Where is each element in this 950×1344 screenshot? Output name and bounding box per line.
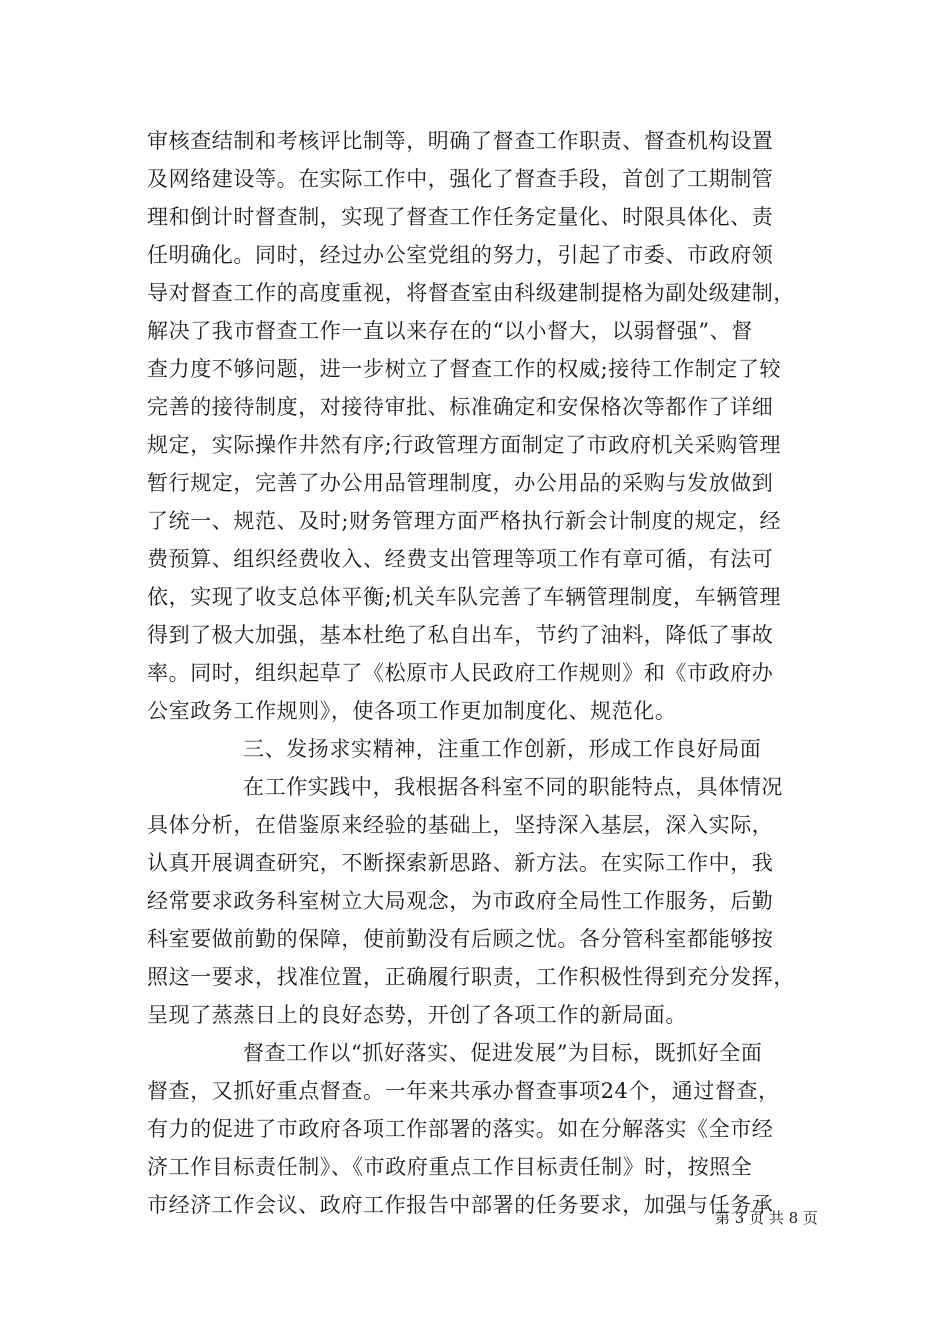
paragraph-line: 费预算、组织经费收入、经费支出管理等项工作有章可循，有法可	[147, 547, 774, 571]
paragraph-line: 得到了极大加强，基本杜绝了私自出车，节约了油料，降低了事故	[147, 623, 774, 647]
paragraph-line: 导对督查工作的高度重视，将督查室由科级建制提格为副处级建制，	[147, 281, 795, 305]
paragraph-line: 市经济工作会议、政府工作报告中部署的任务要求，加强与任务承	[147, 1193, 774, 1217]
paragraph-line: 率。同时，组织起草了《松原市人民政府工作规则》和《市政府办	[147, 661, 774, 685]
paragraph-line: 理和倒计时督查制，实现了督查工作任务定量化、时限具体化、责	[147, 205, 774, 229]
paragraph-line: 依，实现了收支总体平衡;机关车队完善了车辆管理制度，车辆管理	[147, 585, 782, 609]
paragraph-line: 照这一要求，找准位置，正确履行职责，工作积极性得到充分发挥，	[147, 965, 795, 989]
paragraph-line: 有力的促进了市政府各项工作部署的落实。如在分解落实《全市经	[147, 1117, 774, 1141]
paragraph-line: 具体分析，在借鉴原来经验的基础上，坚持深入基层，深入实际，	[147, 813, 774, 837]
paragraph-line: 规定，实际操作井然有序;行政管理方面制定了市政府机关采购管理	[147, 433, 782, 457]
paragraph-line: 及网络建设等。在实际工作中，强化了督查手段，首创了工期制管	[147, 167, 774, 191]
paragraph-line: 查力度不够问题，进一步树立了督查工作的权威;接待工作制定了较	[147, 357, 782, 381]
paragraph-line: 在工作实践中，我根据各科室不同的职能特点，具体情况	[243, 775, 783, 799]
paragraph-line: 任明确化。同时，经过办公室党组的努力，引起了市委、市政府领	[147, 243, 774, 267]
paragraph-line: 解决了我市督查工作一直以来存在的“以小督大，以弱督强”、督	[147, 319, 753, 343]
paragraph-line: 暂行规定，完善了办公用品管理制度，办公用品的采购与发放做到	[147, 471, 774, 495]
paragraph-line: 了统一、规范、及时;财务管理方面严格执行新会计制度的规定，经	[147, 509, 782, 533]
paragraph-line: 呈现了蒸蒸日上的良好态势，开创了各项工作的新局面。	[147, 1003, 687, 1027]
paragraph-line: 督查，又抓好重点督查。一年来共承办督查事项24个，通过督查，	[147, 1079, 780, 1103]
paragraph-line: 公室政务工作规则》，使各项工作更加制度化、规范化。	[147, 699, 677, 723]
paragraph-line: 认真开展调查研究，不断探索新思路、新方法。在实际工作中，我	[147, 851, 774, 875]
paragraph-line: 经常要求政务科室树立大局观念，为市政府全局性工作服务，后勤	[147, 889, 774, 913]
paragraph-line: 济工作目标责任制》、《市政府重点工作目标责任制》时，按照全	[147, 1155, 753, 1179]
section-heading: 三、发扬求实精神，注重工作创新，形成工作良好局面	[243, 737, 762, 761]
paragraph-line: 审核查结制和考核评比制等，明确了督查工作职责、督查机构设置	[147, 129, 774, 153]
page-number: 第 3 页 共 8 页	[715, 1209, 818, 1227]
paragraph-line: 科室要做前勤的保障，使前勤没有后顾之忧。各分管科室都能够按	[147, 927, 774, 951]
paragraph-line: 督查工作以“抓好落实、促进发展”为目标，既抓好全面	[243, 1041, 763, 1065]
paragraph-line: 完善的接待制度，对接待审批、标准确定和安保格次等都作了详细	[147, 395, 774, 419]
